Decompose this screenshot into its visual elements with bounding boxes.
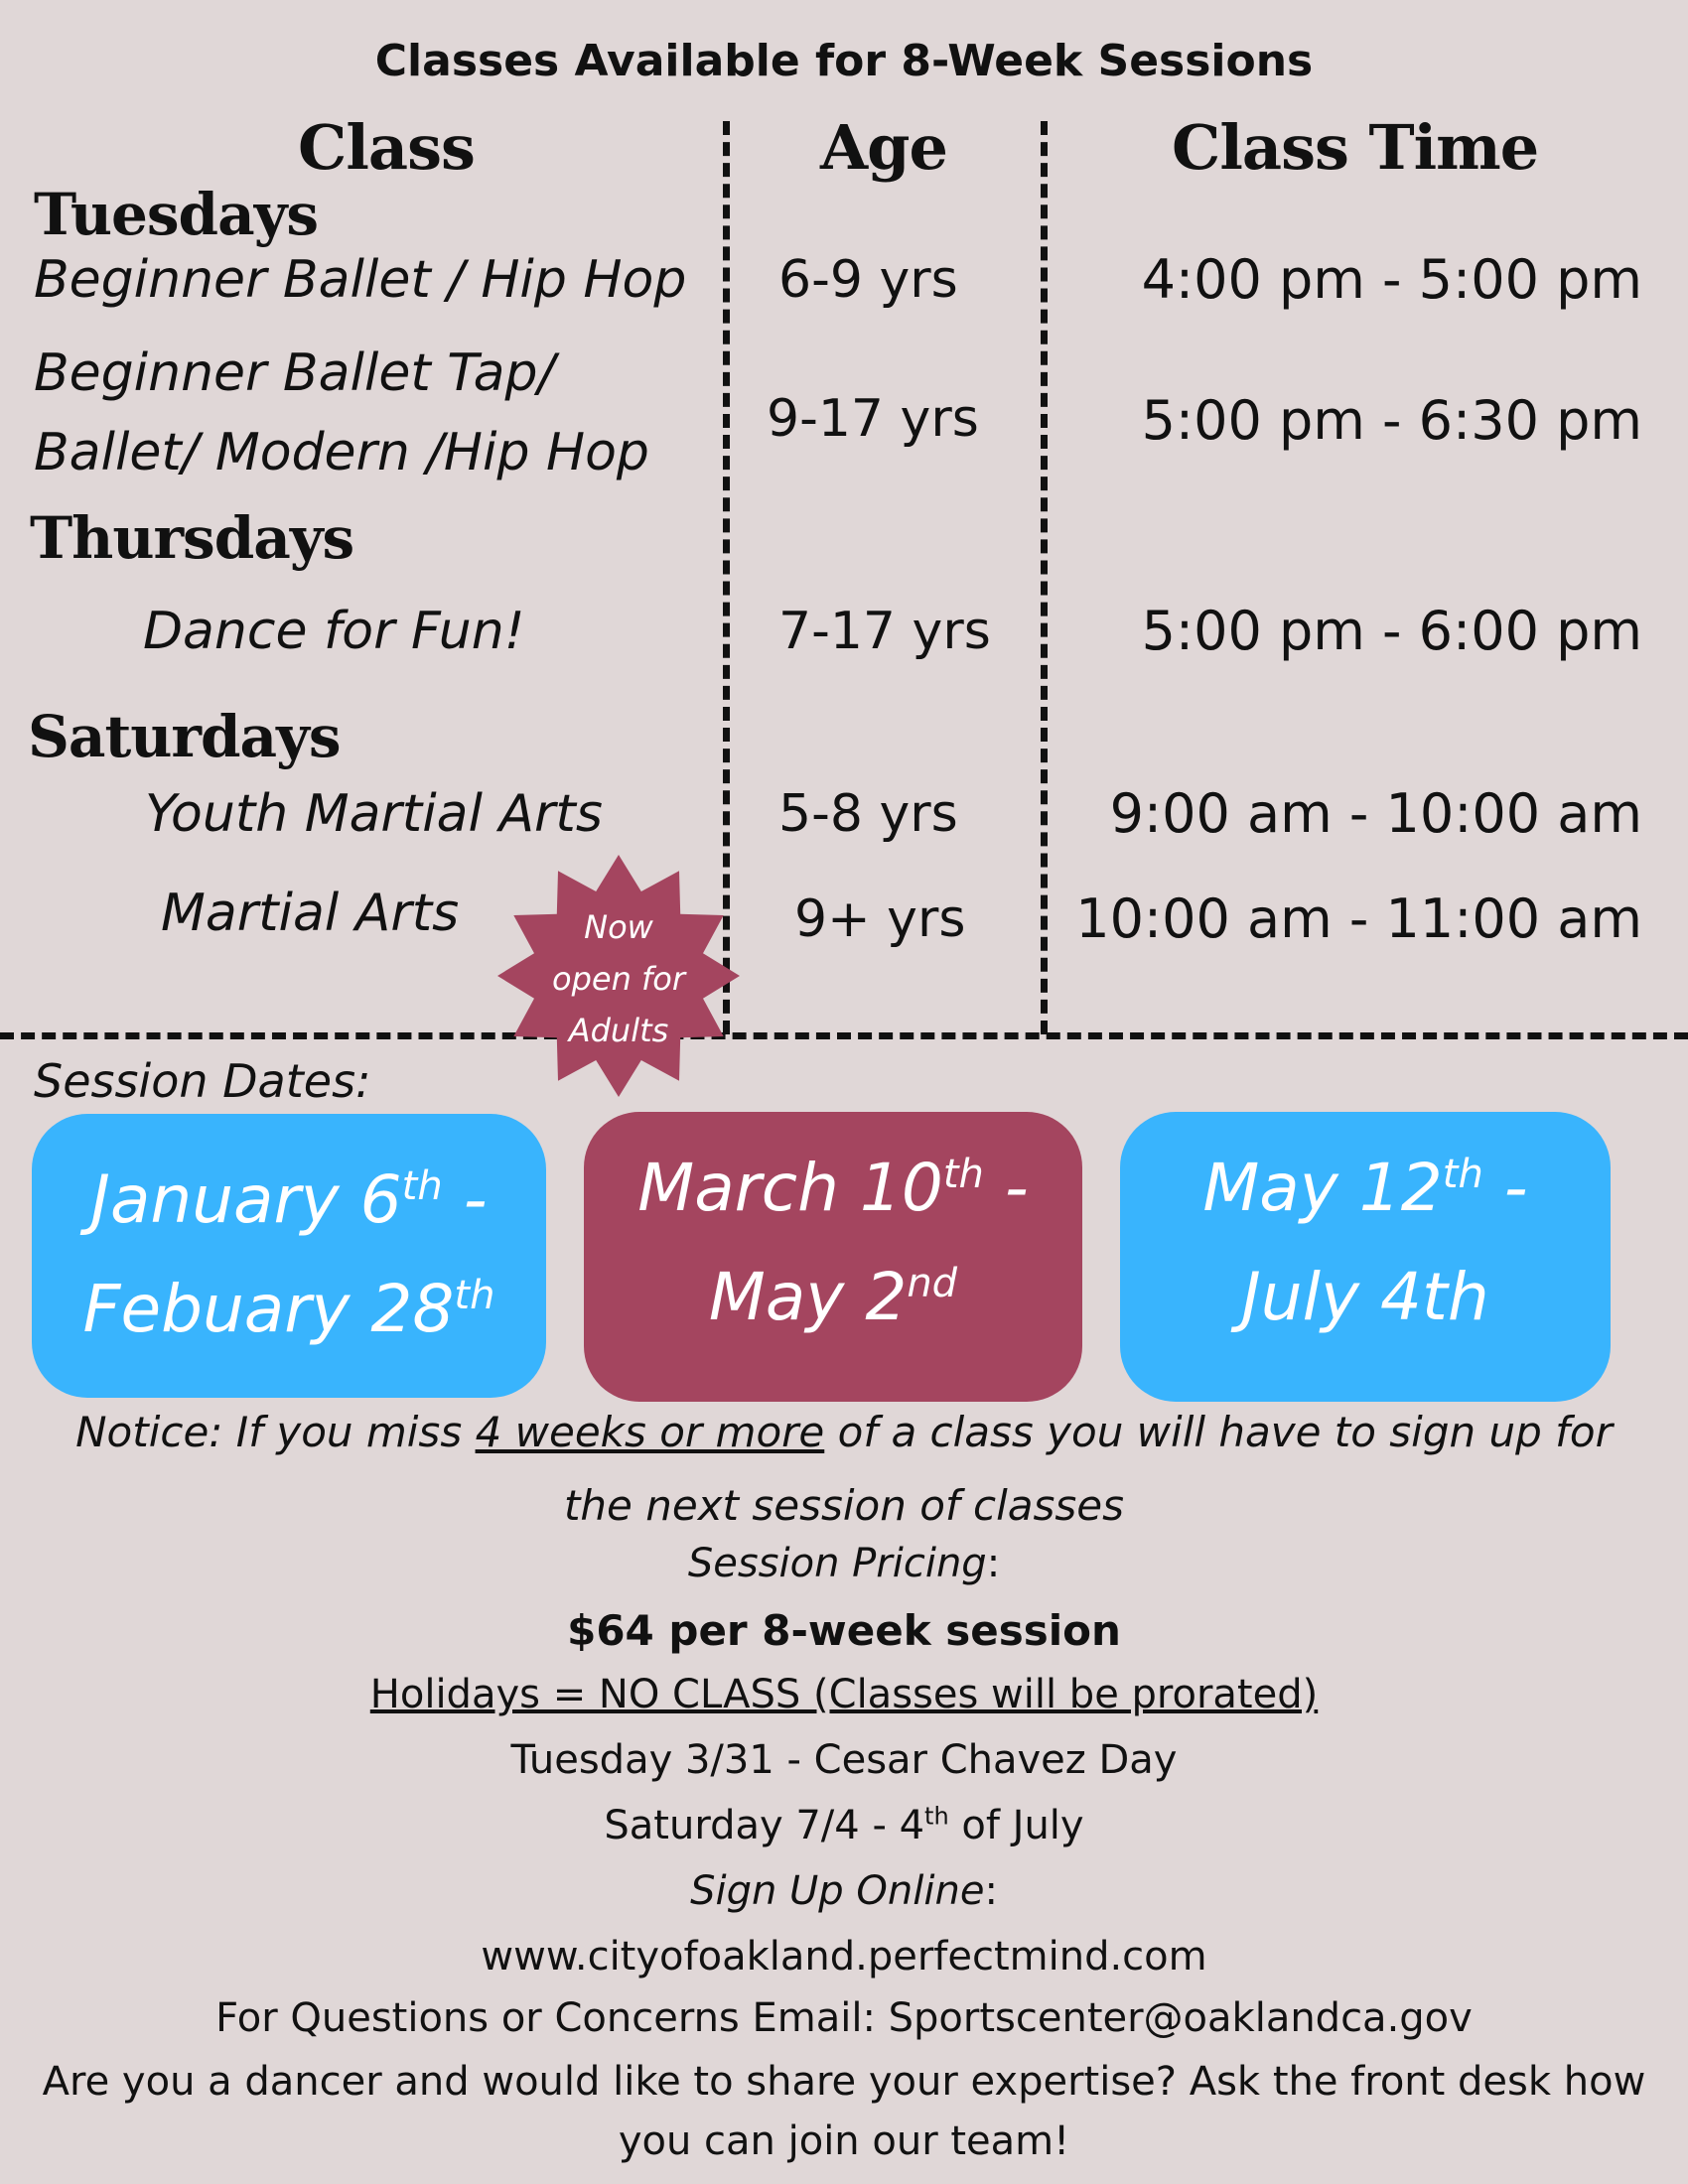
class-time: 5:00 pm - 6:30 pm <box>1141 389 1642 452</box>
class-age: 9+ yrs <box>794 889 966 949</box>
badge-line: Now <box>584 908 653 946</box>
contact-email: For Questions or Concerns Email: Sportscenter@oaklandca.gov <box>215 1995 1473 2041</box>
badge-starburst <box>494 852 743 1100</box>
class-age: 6-9 yrs <box>778 250 958 310</box>
notice-line2: the next session of classes <box>563 1481 1125 1530</box>
session-end: July 4th <box>1241 1259 1489 1335</box>
page-title: Classes Available for 8-Week Sessions <box>374 36 1314 86</box>
day-tuesdays: Tuesdays <box>34 181 319 248</box>
divider-vertical-2 <box>1041 121 1048 1034</box>
pricing-label: Session Pricing: <box>687 1541 1001 1586</box>
recruit-line2: you can join our team! <box>618 2118 1070 2164</box>
signup-url-link[interactable]: www.cityofoakland.perfectmind.com <box>481 1934 1207 1979</box>
pricing-price: $64 per 8-week session <box>567 1606 1121 1655</box>
class-time: 4:00 pm - 5:00 pm <box>1141 248 1642 311</box>
class-age: 7-17 yrs <box>778 602 991 661</box>
session-box-1 <box>32 1114 546 1398</box>
header-class-time: Class Time <box>1172 111 1539 184</box>
session-box-3 <box>1120 1112 1611 1402</box>
header-age: Age <box>820 111 947 184</box>
session-box-2 <box>584 1112 1082 1402</box>
holiday-item: Tuesday 3/31 - Cesar Chavez Day <box>510 1737 1178 1783</box>
class-name: Beginner Ballet / Hip Hop <box>34 250 687 310</box>
class-name-line2: Ballet/ Modern /Hip Hop <box>34 423 649 482</box>
session-start: March 10th - <box>637 1150 1029 1226</box>
holidays-heading: Holidays = NO CLASS (Classes will be prorated) <box>369 1672 1319 1717</box>
class-time: 9:00 am - 10:00 am <box>1109 782 1642 845</box>
session-start: May 12th - <box>1202 1150 1528 1226</box>
signup-label: Sign Up Online: <box>690 1868 998 1914</box>
holiday-item: Saturday 7/4 - 4th of July <box>604 1802 1084 1848</box>
notice-underlined: 4 weeks or more <box>475 1408 825 1456</box>
badge-text <box>494 901 743 1056</box>
class-name: Dance for Fun! <box>143 602 525 661</box>
session-end: Febuary 28th <box>82 1271 495 1347</box>
session-end: May 2nd <box>708 1259 958 1335</box>
badge-line: Adults <box>568 1012 669 1049</box>
class-age: 9-17 yrs <box>767 389 979 449</box>
recruit-line1: Are you a dancer and would like to share your expertise? Ask the front desk how <box>42 2059 1646 2105</box>
divider-horizontal <box>0 1032 1688 1039</box>
class-name: Martial Arts <box>161 884 460 943</box>
class-time: 10:00 am - 11:00 am <box>1075 887 1642 950</box>
class-age: 5-8 yrs <box>778 784 958 844</box>
day-thursdays: Thursdays <box>30 504 354 572</box>
header-class: Class <box>298 111 475 184</box>
day-saturdays: Saturdays <box>28 703 341 770</box>
notice-line1: Notice: If you miss 4 weeks or more of a class you will have to sign up for <box>75 1408 1613 1456</box>
badge-line: open for <box>551 960 686 998</box>
session-dates-label: Session Dates: <box>34 1054 371 1108</box>
class-name: Youth Martial Arts <box>145 784 603 844</box>
class-name-line1: Beginner Ballet Tap/ <box>34 343 555 403</box>
session-start: January 6th - <box>90 1161 488 1238</box>
class-time: 5:00 pm - 6:00 pm <box>1141 600 1642 662</box>
